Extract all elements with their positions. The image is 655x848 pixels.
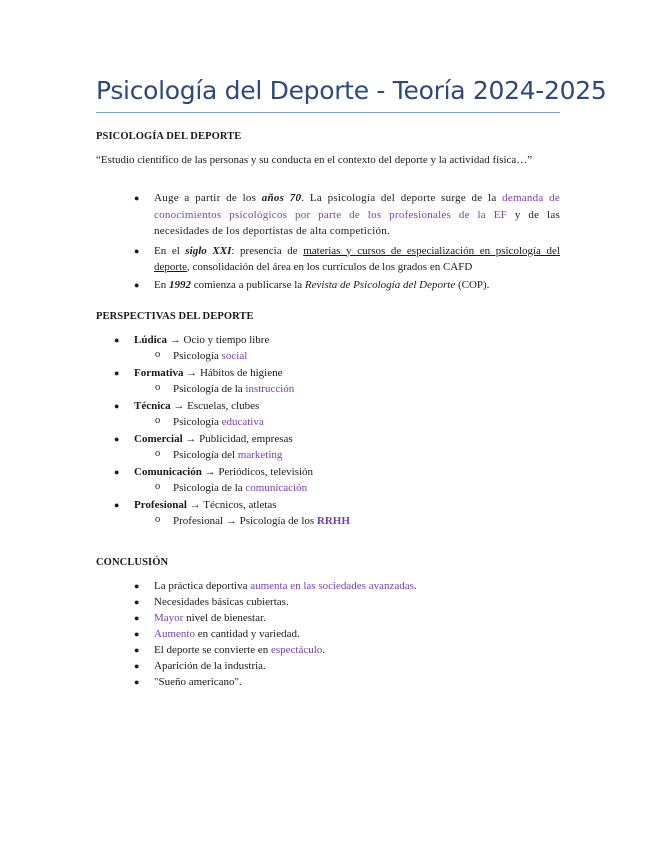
list-item [114, 332, 554, 364]
bullet-icon: ● [114, 401, 120, 411]
item-text: y de las necesidades de los deportistas de alta competición. [154, 208, 560, 237]
perspective-name: Comercial [134, 433, 183, 445]
item-text: La práctica deportiva [154, 580, 251, 592]
item-text: nivel de bienestar. [183, 612, 266, 624]
item-text: En [154, 278, 169, 291]
list-item [134, 658, 554, 674]
item-underlined: materias y cursos de especialización en psicología del deporte [154, 244, 560, 273]
perspective-desc: Periódicos, televisión [218, 466, 314, 478]
perspectives-list [114, 332, 554, 529]
section-heading-psicologia: PSICOLOGÍA DEL DEPORTE [96, 131, 242, 142]
item-highlight: aumenta en las sociedades avanzadas [250, 580, 414, 592]
item-text: Aparición de la industria. [154, 660, 266, 672]
item-highlight: demanda de conocimientos psicológicos por parte de los profesionales de la EF [154, 192, 561, 221]
arrow-icon: → [167, 334, 184, 346]
bullet-icon: ● [134, 645, 140, 655]
item-highlight: Mayor [154, 612, 184, 624]
sub-item [155, 513, 554, 529]
item-text: Necesidades básicas cubiertas. [154, 596, 289, 608]
definition-quote: “Estudio científico de las personas y su conducta en el contexto del deporte y la actividad física…” [96, 154, 533, 166]
perspective-name: Técnica [134, 400, 171, 412]
bullet-icon: ● [114, 335, 120, 345]
item-text: Auge a partir de los [154, 192, 262, 204]
perspective-name: Lúdica [134, 334, 168, 346]
item-text: . La psicología del deporte surge de la [301, 192, 503, 204]
item-text: comienza a publicarse la [190, 278, 305, 291]
arrow-icon: → [183, 367, 200, 379]
item-emphasis: 1992 [168, 278, 191, 291]
item-italic: Revista de Psicología del Deporte [304, 278, 456, 291]
perspective-name: Comunicación [134, 466, 202, 478]
sub-bullet-icon: o [155, 481, 161, 492]
sub-bullet-icon: o [155, 382, 161, 393]
arrow-icon: → [186, 499, 204, 511]
sub-item-text: Psicología [173, 350, 222, 362]
history-list [134, 190, 561, 293]
perspective-desc: Ocio y tiempo libre [183, 334, 270, 346]
list-item [134, 594, 554, 610]
list-item [114, 365, 554, 397]
list-item [134, 642, 554, 658]
item-text: , consolidación del área en los currículos de los grados en CAFD [186, 261, 473, 273]
sub-item-text: Psicología de la [173, 383, 246, 395]
list-item [134, 243, 560, 276]
sub-item-text: Profesional → Psicología de los [173, 515, 317, 527]
perspective-desc: Publicidad, empresas [199, 433, 293, 445]
sub-item-highlight: instrucción [245, 383, 295, 395]
item-text: El deporte se convierte en [154, 644, 271, 656]
item-text: : presencia de [231, 244, 304, 257]
item-highlight: espectáculo [270, 644, 323, 656]
sub-bullet-icon: o [155, 514, 161, 525]
arrow-icon: → [201, 466, 219, 478]
sub-item [155, 414, 554, 430]
bullet-icon: ● [134, 661, 140, 671]
bullet-icon: ● [114, 467, 120, 477]
list-item [134, 277, 560, 293]
bullet-icon: ● [114, 434, 120, 444]
list-item [134, 190, 561, 240]
sub-item [155, 348, 554, 364]
bullet-icon: ● [134, 613, 140, 623]
section-heading-perspectivas: PERSPECTIVAS DEL DEPORTE [96, 311, 254, 322]
item-text: . [413, 580, 417, 592]
sub-item-highlight: social [221, 350, 248, 362]
bullet-icon: ● [134, 193, 140, 203]
list-item [134, 578, 554, 594]
item-highlight: Aumento [154, 628, 195, 640]
bullet-icon: ● [134, 597, 140, 607]
bullet-icon: ● [134, 677, 140, 687]
list-item [114, 497, 554, 529]
item-emphasis: años 70 [261, 192, 302, 204]
list-item [134, 610, 554, 626]
sub-item-highlight: educativa [221, 416, 264, 428]
section-heading-conclusion: CONCLUSIÓN [96, 557, 169, 568]
document-title: Psicología del Deporte - Teoría 2024-2025 [96, 76, 607, 105]
sub-bullet-icon: o [155, 448, 161, 459]
bullet-icon: ● [134, 279, 140, 290]
sub-item-text: Psicología de la [173, 482, 246, 494]
sub-item [155, 447, 554, 463]
bullet-icon: ● [114, 368, 120, 378]
list-item [114, 464, 554, 496]
perspective-name: Formativa [134, 367, 184, 379]
item-text: (COP). [455, 278, 490, 291]
sub-item-highlight: RRHH [316, 515, 350, 527]
conclusion-list [134, 578, 554, 690]
item-text: . [322, 644, 326, 656]
sub-item [155, 480, 554, 496]
bullet-icon: ● [134, 581, 140, 591]
item-text: En el [154, 244, 186, 257]
sub-bullet-icon: o [155, 349, 161, 360]
bullet-icon: ● [134, 629, 140, 639]
sub-item-highlight: marketing [237, 449, 283, 461]
list-item [114, 431, 554, 463]
item-emphasis: siglo XXI [185, 244, 232, 257]
perspective-desc: Escuelas, clubes [187, 400, 260, 412]
bullet-icon: ● [114, 500, 120, 510]
item-text: en cantidad y variedad. [194, 628, 300, 640]
sub-item-text: Psicología [173, 416, 222, 428]
item-text: "Sueño americano". [154, 676, 242, 688]
bullet-icon: ● [134, 245, 140, 256]
sub-item-text: Psicología del [173, 449, 238, 461]
sub-item-highlight: comunicación [245, 482, 308, 494]
list-item [134, 674, 554, 690]
title-divider [96, 112, 560, 113]
arrow-icon: → [182, 433, 200, 445]
arrow-icon: → [170, 400, 188, 412]
perspective-name: Profesional [134, 499, 187, 511]
sub-bullet-icon: o [155, 415, 161, 426]
perspective-desc: Técnicos, atletas [203, 499, 277, 511]
list-item [114, 398, 554, 430]
sub-item [155, 381, 554, 397]
perspective-desc: Hábitos de higiene [199, 367, 283, 379]
list-item [134, 626, 554, 642]
